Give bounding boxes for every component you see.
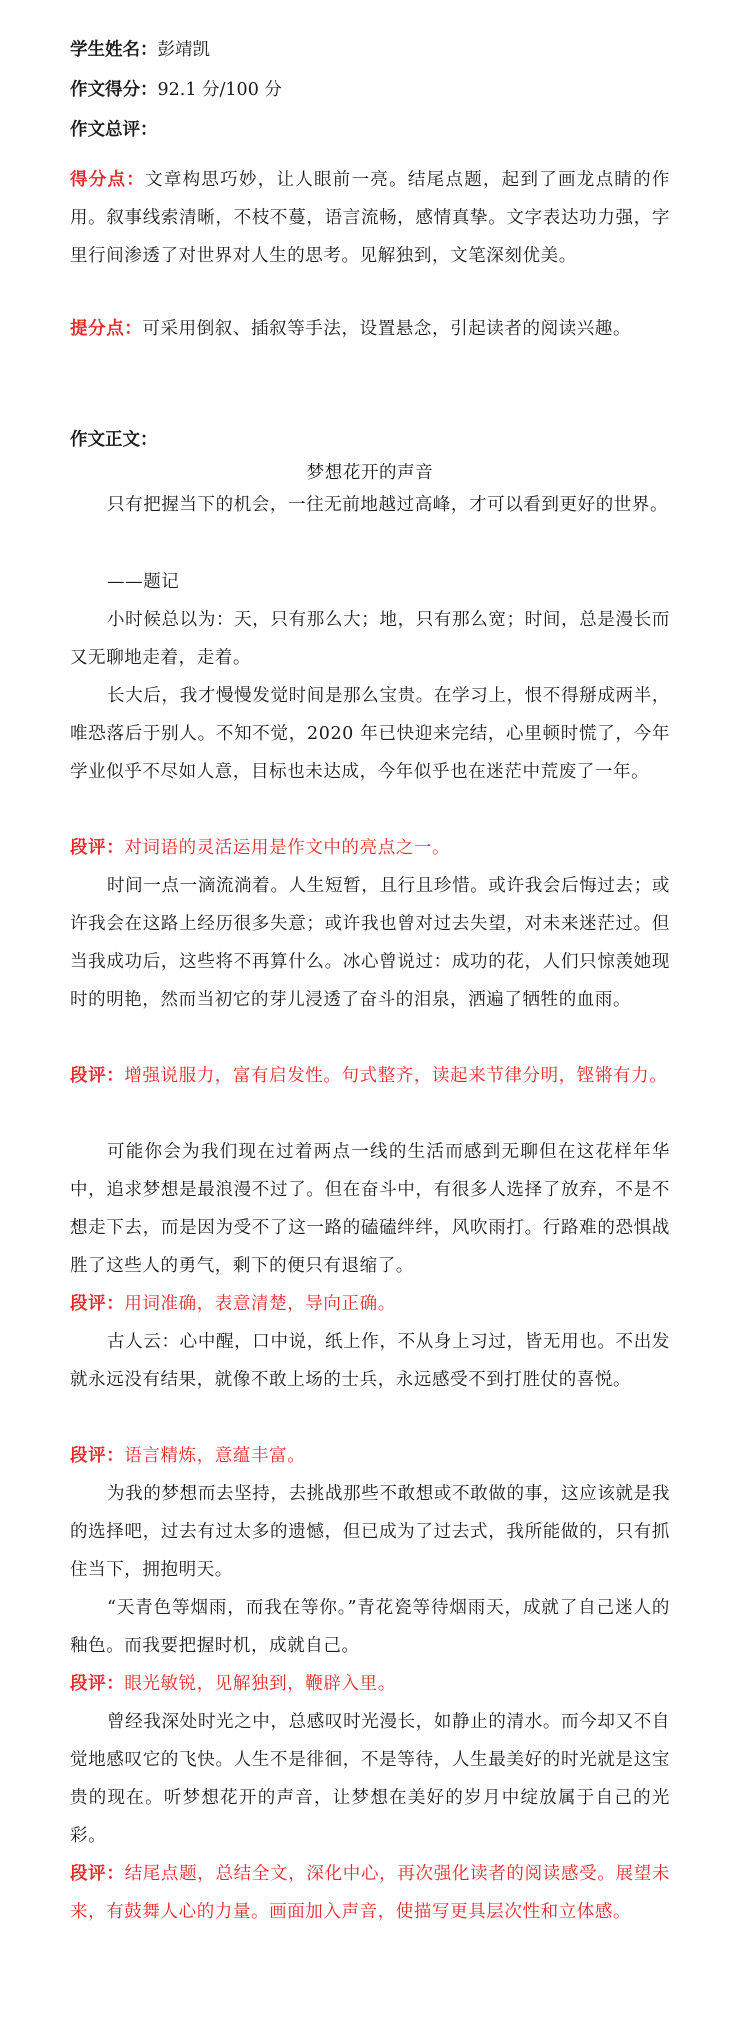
paragraph-comment-5-text: 眼光敏锐，见解独到，鞭辟入里。 bbox=[124, 1674, 396, 1694]
essay-paragraph-7: “天青色等烟雨，而我在等你。”青花瓷等待烟雨天，成就了自己迷人的釉色。而我要把握时机，成就自己。 bbox=[70, 1598, 670, 1656]
improve-text: 可采用倒叙、插叙等手法，设置悬念，引起读者的阅读兴趣。 bbox=[142, 319, 632, 339]
improve-label: 提分点： bbox=[70, 319, 143, 339]
student-name-line bbox=[70, 38, 210, 62]
student-name-label: 学生姓名： bbox=[70, 40, 158, 60]
paragraph-comment-5 bbox=[70, 1665, 670, 1703]
paragraph-comment-1-text: 对词语的灵活运用是作文中的亮点之一。 bbox=[124, 838, 451, 858]
paragraph-comment-4 bbox=[70, 1437, 670, 1475]
paragraph-comment-2-label: 段评： bbox=[70, 1066, 125, 1086]
essay-paragraph-1: 小时候总以为：天，只有那么大；地，只有那么宽；时间，总是漫长而又无聊地走着，走着。 bbox=[70, 610, 670, 668]
essay-paragraph-8: 曾经我深处时光之中，总感叹时光漫长，如静止的清水。而今却又不自觉地感叹它的飞快。人生不是徘徊，不是等待，人生最美好的时光就是这宝贵的现在。听梦想花开的声音，让梦想在美好的岁月中绽放属于自己的光彩。 bbox=[70, 1712, 670, 1846]
paragraph-comment-6-label: 段评： bbox=[70, 1864, 125, 1884]
merit-label: 得分点： bbox=[70, 170, 146, 190]
paragraph-comment-4-text: 语言精炼，意蕴丰富。 bbox=[124, 1446, 306, 1466]
paragraph-comment-5-label: 段评： bbox=[70, 1674, 125, 1694]
paragraph-comment-2-text: 增强说服力，富有启发性。句式整齐，读起来节律分明，铿锵有力。 bbox=[124, 1066, 668, 1086]
essay-paragraph-3: 时间一点一滴流淌着。人生短暂，且行且珍惜。或许我会后悔过去；或许我会在这路上经历很多失意；或许我也曾对过去失望，对未来迷茫过。但当我成功后，这些将不再算什么。冰心曾说过：成功的花，人们只惊羡她现时的明艳，然而当初它的芽儿浸透了奋斗的泪泉，洒遍了牺牲的血雨。 bbox=[70, 876, 670, 1010]
essay-paragraph-6: 为我的梦想而去坚持，去挑战那些不敢想或不敢做的事，这应该就是我的选择吧，过去有过太多的遗憾，但已成为了过去式，我所能做的，只有抓住当下，拥抱明天。 bbox=[70, 1484, 670, 1580]
paragraph-comment-3-text: 用词准确，表意清楚，导向正确。 bbox=[124, 1294, 396, 1314]
improve-paragraph bbox=[70, 310, 670, 348]
score-value: 92.1 分/100 分 bbox=[157, 80, 282, 100]
paragraph-comment-3 bbox=[70, 1285, 670, 1323]
student-name-value: 彭靖凯 bbox=[157, 40, 210, 60]
paragraph-comment-4-label: 段评： bbox=[70, 1446, 125, 1466]
paragraph-comment-1 bbox=[70, 829, 670, 867]
score-label: 作文得分： bbox=[70, 80, 158, 100]
essay-section-label: 作文正文： bbox=[70, 430, 158, 450]
overall-review-label: 作文总评： bbox=[70, 120, 158, 140]
essay-paragraph-2: 长大后，我才慢慢发觉时间是那么宝贵。在学习上，恨不得掰成两半，唯恐落后于别人。不知不觉，2020 年已快迎来完结，心里顿时慌了，今年学业似乎不尽如人意，目标也未达成，今年似乎也在迷茫中荒废了一年。 bbox=[70, 686, 670, 782]
essay-paragraph-4: 可能你会为我们现在过着两点一线的生活而感到无聊但在这花样年华中，追求梦想是最浪漫不过了。但在奋斗中，有很多人选择了放弃，不是不想走下去，而是因为受不了这一路的磕磕绊绊，风吹雨打。行路难的恐惧战胜了这些人的勇气，剩下的便只有退缩了。 bbox=[70, 1142, 670, 1276]
paragraph-comment-3-label: 段评： bbox=[70, 1294, 125, 1314]
essay-title: 梦想花开的声音 bbox=[306, 463, 434, 483]
essay-paragraph-5: 古人云：心中醒，口中说，纸上作，不从身上习过，皆无用也。不出发就永远没有结果，就像不敢上场的士兵，永远感受不到打胜仗的喜悦。 bbox=[70, 1332, 670, 1390]
essay-section-heading bbox=[70, 428, 158, 452]
merit-text: 文章构思巧妙，让人眼前一亮。结尾点题，起到了画龙点睛的作用。叙事线索清晰，不枝不蔓，语言流畅，感情真挚。文字表达功力强，字里行间渗透了对世界对人生的思考。见解独到，文笔深刻优美。 bbox=[70, 170, 670, 266]
paragraph-comment-6-text: 结尾点题，总结全文，深化中心，再次强化读者的阅读感受。展望未来，有鼓舞人心的力量。画面加入声音，使描写更具层次性和立体感。 bbox=[70, 1864, 670, 1922]
epigraph-source: ——题记 bbox=[107, 572, 180, 592]
paragraph-comment-1-label: 段评： bbox=[70, 838, 125, 858]
merit-paragraph bbox=[70, 161, 670, 275]
score-line bbox=[70, 78, 282, 102]
paragraph-comment-6 bbox=[70, 1855, 670, 1931]
overall-review-heading bbox=[70, 118, 158, 142]
paragraph-comment-2 bbox=[70, 1057, 670, 1095]
epigraph: 只有把握当下的机会，一往无前地越过高峰，才可以看到更好的世界。 bbox=[107, 495, 669, 515]
